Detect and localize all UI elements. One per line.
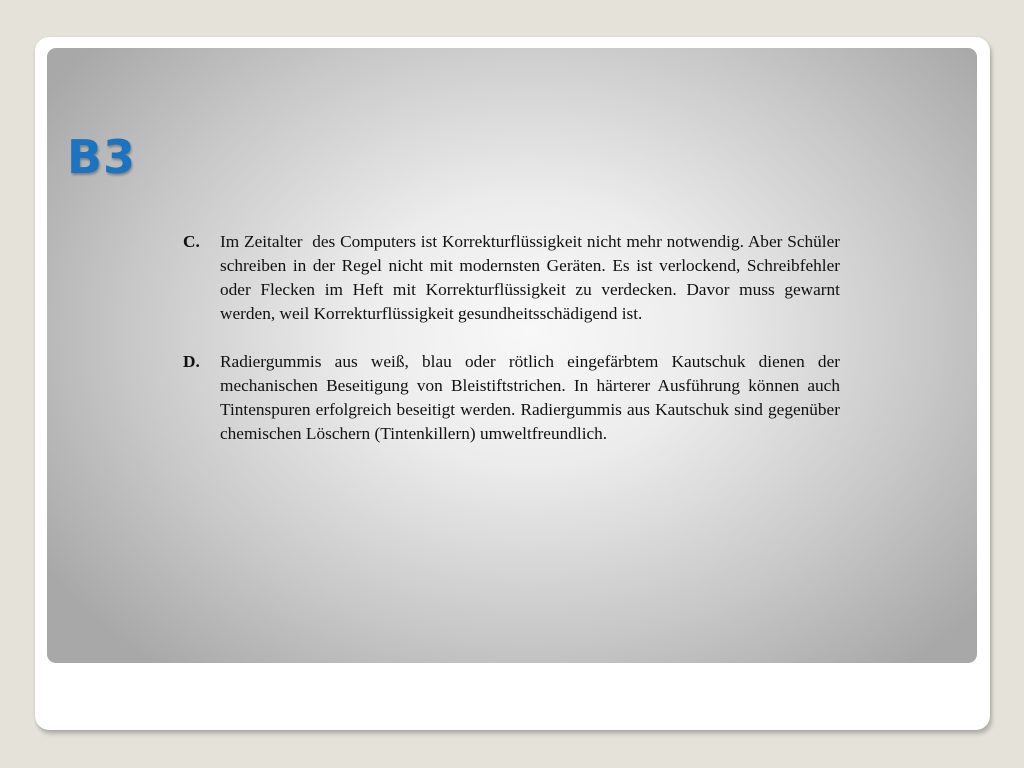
slide-body	[183, 230, 845, 470]
list-item-letter: C.	[183, 232, 200, 251]
list-item-letter: D.	[183, 352, 200, 371]
list-item-c	[183, 230, 845, 326]
slide-panel	[47, 48, 977, 663]
slide-title: B3	[67, 130, 137, 184]
list-item-text: Im Zeitalter des Computers ist Korrekturflüssigkeit nicht mehr notwendig. Aber Schüler schreiben in der Regel nicht mit modernsten Geräten. Es ist verlockend, Schreibfehler oder Flecken im Heft mit Korrekturflüssigkeit zu verdecken. Davor muss gewarnt werden, weil Korrekturflüssigkeit gesundheitsschädigend ist.	[220, 232, 845, 323]
list-item-d	[183, 350, 845, 446]
list-item-text: Radiergummis aus weiß, blau oder rötlich eingefärbtem Kautschuk dienen der mechanischen Beseitigung von Bleistiftstrichen. In härterer Ausführung können auch Tintenspuren erfolgreich beseitigt werden. Radiergummis aus Kautschuk sind gegenüber chemischen Löschern (Tintenkillern) umweltfreundlich.	[220, 352, 845, 443]
